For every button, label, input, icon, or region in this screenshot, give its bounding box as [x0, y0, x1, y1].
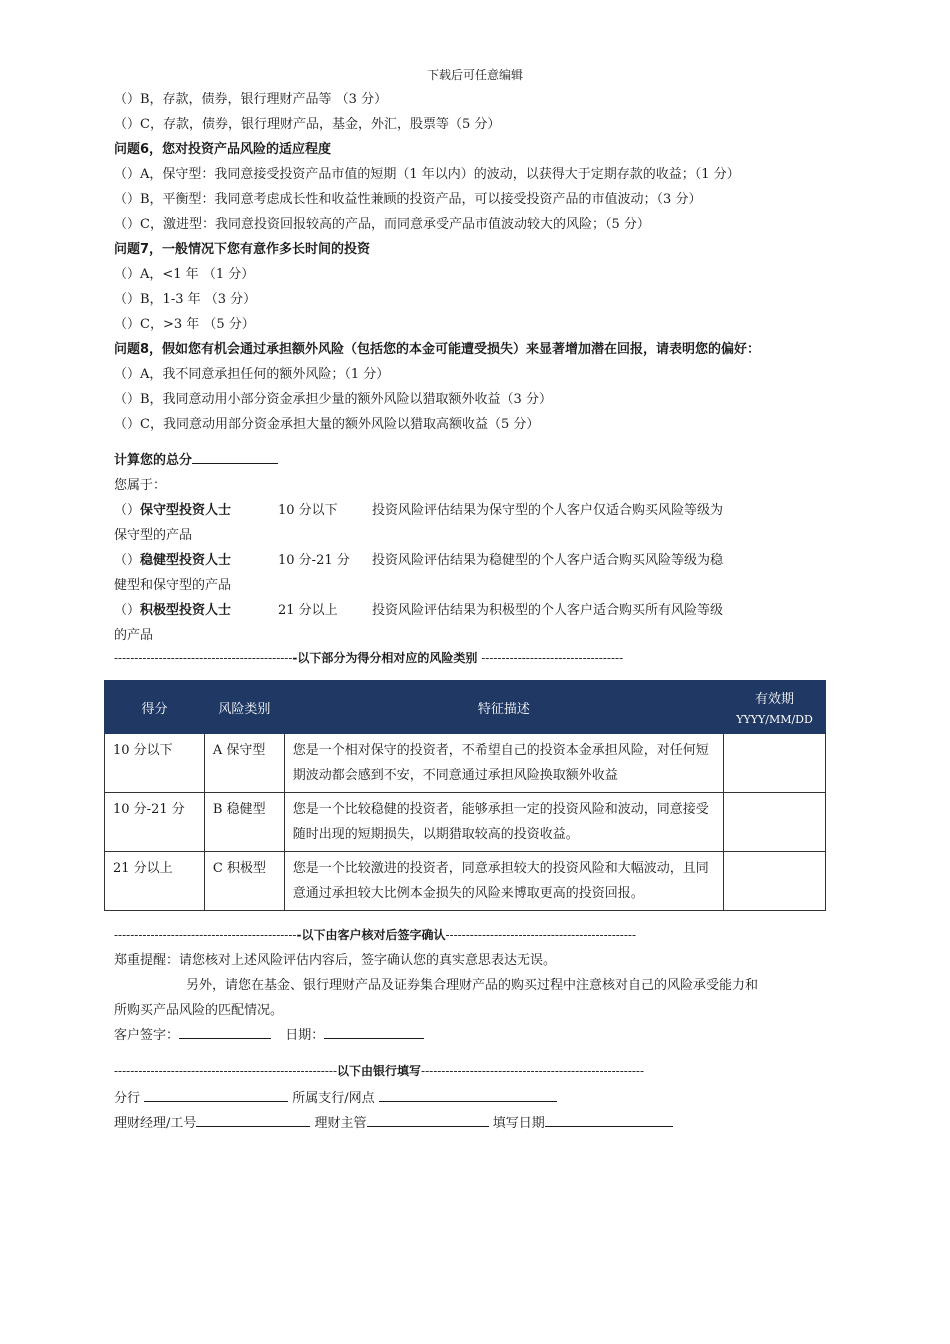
type-name: 保守型投资人士 — [140, 503, 232, 518]
cell-description: 您是一个比较稳健的投资者，能够承担一定的投资风险和波动，同意接受随时出现的短期损失，以期猎取较高的投资收益。 — [284, 793, 723, 852]
q7-option-c: （）C，>3 年 （5 分） — [114, 317, 255, 332]
separator-title: 以下由银行填写 — [337, 1064, 422, 1078]
customer-sign-label: 客户签字： — [114, 1028, 180, 1043]
separator-dashes: ------------------------------------------------------- — [421, 1064, 645, 1078]
fill-date-field[interactable] — [545, 1112, 673, 1127]
type-desc-cont: 的产品 — [114, 628, 154, 643]
type-desc: 投资风险评估结果为积极型的个人客户适合购买所有风险等级 — [372, 603, 724, 618]
branch-label: 分行 — [114, 1091, 141, 1106]
header-valid-period — [724, 681, 826, 734]
separator-dashes: ------------------------------------------------------- — [114, 1064, 338, 1078]
separator-bank-fill — [114, 1062, 644, 1079]
separator-dashes: --------------------------------------------- — [114, 928, 297, 942]
belong-label: 您属于： — [114, 478, 167, 493]
q7-option-b: （）B，1-3 年 （3 分） — [114, 292, 257, 307]
cell-valid-period[interactable] — [724, 852, 826, 911]
separator-dashes: -------------------------------------------- — [114, 651, 293, 665]
cell-description: 您是一个相对保守的投资者，不希望自己的投资本金承担风险，对任何短期波动都会感到不安，不同意通过承担风险换取额外收益 — [284, 734, 723, 793]
total-score-field[interactable] — [192, 449, 278, 464]
cell-valid-period[interactable] — [724, 793, 826, 852]
subbranch-field[interactable] — [379, 1087, 557, 1102]
table-header-row — [105, 681, 826, 734]
cell-score: 10 分以下 — [105, 734, 205, 793]
q6-title: 问题6，您对投资产品风险的适应程度 — [114, 142, 332, 157]
header-risk-type: 风险类别 — [204, 681, 284, 734]
supervisor-field[interactable] — [367, 1112, 489, 1127]
total-score-label: 计算您的总分 — [114, 453, 193, 468]
q5-option-b: （）B，存款，债券，银行理财产品等 （3 分） — [114, 92, 388, 107]
sign-date-field[interactable] — [324, 1024, 424, 1039]
type-name: 积极型投资人士 — [140, 603, 232, 618]
q5-option-c: （）C，存款，债券，银行理财产品，基金，外汇，股票等（5 分） — [114, 117, 501, 132]
q8-title: 问题8，假如您有机会通过承担额外风险（包括您的本金可能遭受损失）来显著增加潜在回报，请表明您的偏好： — [114, 342, 761, 357]
q6-option-c: （）C，激进型：我同意投资回报较高的产品，而同意承受产品市值波动较大的风险；（5 分） — [114, 217, 650, 232]
table-row — [105, 734, 826, 793]
table-row — [105, 852, 826, 911]
q8-option-b: （）B，我同意动用小部分资金承担少量的额外风险以猎取额外收益（3 分） — [114, 392, 552, 407]
table-row — [105, 793, 826, 852]
type-checkbox[interactable]: （） — [114, 603, 141, 618]
reminder-line-1: 郑重提醒：请您核对上述风险评估内容后，签字确认您的真实意思表达无误。 — [114, 953, 557, 968]
separator-customer-sign — [114, 926, 636, 943]
type-desc-cont: 保守型的产品 — [114, 528, 193, 543]
manager-field[interactable] — [196, 1112, 310, 1127]
page-header: 下载后可任意编辑 — [426, 68, 523, 82]
separator-dashes: ----------------------------------- — [477, 651, 624, 665]
type-checkbox[interactable]: （） — [114, 503, 141, 518]
separator-title: -以下由客户核对后签字确认 — [296, 928, 446, 942]
cell-valid-period[interactable] — [724, 734, 826, 793]
risk-category-table — [104, 680, 826, 911]
type-range: 10 分-21 分 — [278, 553, 350, 568]
separator-dashes: ----------------------------------------------- — [445, 928, 637, 942]
type-desc-cont: 健型和保守型的产品 — [114, 578, 232, 593]
bank-manager-row — [114, 1112, 673, 1131]
type-range: 10 分以下 — [278, 503, 338, 518]
cell-risk-type: B 稳健型 — [204, 793, 284, 852]
sign-date-label: 日期： — [285, 1028, 325, 1043]
branch-field[interactable] — [144, 1087, 288, 1102]
q6-option-b: （）B，平衡型：我同意考虑成长性和收益性兼顾的投资产品，可以接受投资产品的市值波动；（3 分） — [114, 192, 702, 207]
cell-score: 10 分-21 分 — [105, 793, 205, 852]
customer-sign-row — [114, 1024, 424, 1043]
header-valid-label: 有效期 — [755, 692, 795, 707]
header-valid-format: YYYY/MM/DD — [736, 713, 813, 726]
customer-sign-field[interactable] — [179, 1024, 271, 1039]
type-range: 21 分以上 — [278, 603, 338, 618]
reminder-line-2: 另外，请您在基金、银行理财产品及证券集合理财产品的购买过程中注意核对自己的风险承受能力和 — [186, 978, 759, 993]
supervisor-label: 理财主管 — [314, 1116, 367, 1131]
cell-score: 21 分以上 — [105, 852, 205, 911]
q7-option-a: （）A，<1 年 （1 分） — [114, 267, 255, 282]
cell-description: 您是一个比较激进的投资者，同意承担较大的投资风险和大幅波动，且同意通过承担较大比例本金损失的风险来博取更高的投资回报。 — [284, 852, 723, 911]
q6-option-a: （）A，保守型：我同意接受投资产品市值的短期（1 年以内）的波动，以获得大于定期存款的收益；（1 分） — [114, 167, 740, 182]
separator-title: -以下部分为得分相对应的风险类别 — [292, 651, 478, 665]
header-description: 特征描述 — [284, 681, 723, 734]
header-score: 得分 — [105, 681, 205, 734]
cell-risk-type: A 保守型 — [204, 734, 284, 793]
q8-option-c: （）C，我同意动用部分资金承担大量的额外风险以猎取高额收益（5 分） — [114, 417, 540, 432]
separator-risk-category — [114, 649, 623, 666]
cell-risk-type: C 积极型 — [204, 852, 284, 911]
type-desc: 投资风险评估结果为稳健型的个人客户适合购买风险等级为稳 — [372, 553, 724, 568]
total-score-row — [114, 449, 278, 468]
q7-title: 问题7，一般情况下您有意作多长时间的投资 — [114, 242, 371, 257]
subbranch-label: 所属支行/网点 — [292, 1091, 375, 1106]
bank-branch-row — [114, 1087, 557, 1106]
type-steady-prefix — [114, 549, 231, 568]
type-desc: 投资风险评估结果为保守型的个人客户仅适合购买风险等级为 — [372, 503, 724, 518]
q8-option-a: （）A，我不同意承担任何的额外风险；（1 分） — [114, 367, 390, 382]
fill-date-label: 填写日期 — [492, 1116, 545, 1131]
type-conservative-prefix — [114, 499, 231, 518]
type-name: 稳健型投资人士 — [140, 553, 232, 568]
type-checkbox[interactable]: （） — [114, 553, 141, 568]
reminder-line-3: 所购买产品风险的匹配情况。 — [114, 1003, 284, 1018]
manager-label: 理财经理/工号 — [114, 1116, 197, 1131]
type-aggressive-prefix — [114, 599, 231, 618]
